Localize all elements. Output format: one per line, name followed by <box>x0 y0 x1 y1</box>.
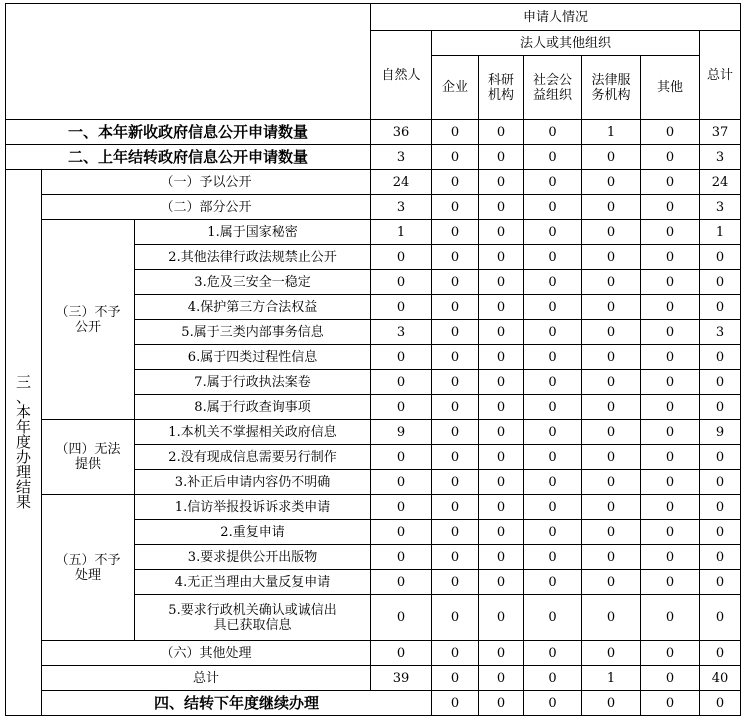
cell-enterprise: 0 <box>432 220 479 245</box>
cell-natural: 0 <box>371 470 432 495</box>
row-label: （一）予以公开 <box>42 170 371 195</box>
cell-legal-service: 0 <box>582 545 641 570</box>
cell-total: 3 <box>700 320 741 345</box>
cell-total: 3 <box>700 195 741 220</box>
cell-social: 0 <box>524 370 582 395</box>
cell-social: 0 <box>524 470 582 495</box>
cell-natural: 0 <box>371 445 432 470</box>
cell-natural: 0 <box>432 691 479 716</box>
table-row-carry-next <box>6 691 741 716</box>
cell-social: 0 <box>524 145 582 170</box>
cell-legal-service: 0 <box>582 320 641 345</box>
cell-research: 0 <box>479 641 524 666</box>
row-label: （二）部分公开 <box>42 195 371 220</box>
cell-natural: 24 <box>371 170 432 195</box>
table-row-carried-over <box>6 145 741 170</box>
cell-enterprise: 0 <box>432 420 479 445</box>
cell-natural: 3 <box>371 145 432 170</box>
header-natural-person: 自然人 <box>371 31 432 120</box>
cell-research: 0 <box>479 420 524 445</box>
cell-total: 3 <box>700 145 741 170</box>
cell-legal-service: 0 <box>582 170 641 195</box>
cell-legal-service: 0 <box>641 691 700 716</box>
header-research-institution: 科研 机构 <box>479 56 524 120</box>
cell-legal-service: 0 <box>582 595 641 641</box>
row-label: 二、上年结转政府信息公开申请数量 <box>6 145 371 170</box>
cell-research: 0 <box>479 320 524 345</box>
cell-other: 0 <box>641 520 700 545</box>
cell-research: 0 <box>479 195 524 220</box>
cell-enterprise: 0 <box>432 345 479 370</box>
cell-total: 37 <box>700 120 741 145</box>
cell-legal-service: 0 <box>582 445 641 470</box>
cell-legal-service: 0 <box>582 295 641 320</box>
header-blank-cell <box>6 4 371 120</box>
cell-other: 0 <box>641 345 700 370</box>
cell-legal-service: 0 <box>582 495 641 520</box>
cell-enterprise: 0 <box>432 370 479 395</box>
cell-other: 0 <box>641 220 700 245</box>
cell-natural: 0 <box>371 570 432 595</box>
cell-legal-service: 1 <box>582 666 641 691</box>
cell-other: 0 <box>641 245 700 270</box>
cell-research: 0 <box>524 691 582 716</box>
cell-total: 40 <box>700 666 741 691</box>
cell-social: 0 <box>524 666 582 691</box>
cell-other: 0 <box>641 495 700 520</box>
cell-total: 0 <box>700 570 741 595</box>
cell-total: 0 <box>700 295 741 320</box>
cell-natural: 0 <box>371 545 432 570</box>
row-label: 4.无正当理由大量反复申请 <box>135 570 371 595</box>
cell-total: 0 <box>700 470 741 495</box>
cell-total: 0 <box>700 395 741 420</box>
cell-legal-service: 0 <box>582 345 641 370</box>
row-label: 四、结转下年度继续办理 <box>42 691 432 716</box>
cell-legal-service: 0 <box>582 245 641 270</box>
cell-natural: 36 <box>371 120 432 145</box>
row-label: （六）其他处理 <box>42 641 371 666</box>
cell-research: 0 <box>479 345 524 370</box>
cell-natural: 3 <box>371 320 432 345</box>
row-label: 总计 <box>42 666 371 691</box>
row-label: 3.危及三安全一稳定 <box>135 270 371 295</box>
cell-natural: 0 <box>371 520 432 545</box>
cell-research: 0 <box>479 495 524 520</box>
cell-research: 0 <box>479 666 524 691</box>
cell-total: 1 <box>700 220 741 245</box>
cell-social: 0 <box>524 395 582 420</box>
not-process-group-label: （五）不予 处理 <box>42 495 135 641</box>
row-label: 1.本机关不掌握相关政府信息 <box>135 420 371 445</box>
header-total: 总计 <box>700 31 741 120</box>
table-row <box>6 495 741 520</box>
row-label: 6.属于四类过程性信息 <box>135 345 371 370</box>
cell-other: 0 <box>641 666 700 691</box>
cell-research: 0 <box>479 445 524 470</box>
cell-total: 0 <box>700 520 741 545</box>
cell-total: 0 <box>700 445 741 470</box>
cell-other: 0 <box>641 170 700 195</box>
cell-social: 0 <box>524 345 582 370</box>
section-three-label: 三 、 本 年 度 办 理 结 果 <box>6 170 42 716</box>
cell-social: 0 <box>524 445 582 470</box>
cell-other: 0 <box>641 445 700 470</box>
cell-research: 0 <box>479 295 524 320</box>
row-label: 8.属于行政查询事项 <box>135 395 371 420</box>
cell-social: 0 <box>524 245 582 270</box>
cell-natural: 3 <box>371 195 432 220</box>
cell-research: 0 <box>479 120 524 145</box>
cell-research: 0 <box>479 220 524 245</box>
cell-other: 0 <box>700 691 741 716</box>
cell-research: 0 <box>479 395 524 420</box>
row-label: 4.保护第三方合法权益 <box>135 295 371 320</box>
cell-enterprise: 0 <box>432 470 479 495</box>
row-label: 3.补正后申请内容仍不明确 <box>135 470 371 495</box>
cell-natural: 39 <box>371 666 432 691</box>
table-row-other-process <box>6 641 741 666</box>
cell-research: 0 <box>479 370 524 395</box>
cell-enterprise: 0 <box>432 641 479 666</box>
not-disclose-group-label: （三）不予 公开 <box>42 220 135 420</box>
cell-other: 0 <box>641 470 700 495</box>
cell-total: 0 <box>700 641 741 666</box>
cell-research: 0 <box>479 270 524 295</box>
cell-social: 0 <box>524 641 582 666</box>
header-enterprise: 企业 <box>432 56 479 120</box>
header-applicant-situation: 申请人情况 <box>371 4 741 31</box>
cell-social: 0 <box>524 520 582 545</box>
table-row <box>6 420 741 445</box>
cell-total: 0 <box>700 595 741 641</box>
cell-social: 0 <box>524 120 582 145</box>
cell-legal-service: 0 <box>582 395 641 420</box>
cell-enterprise: 0 <box>432 145 479 170</box>
cell-enterprise: 0 <box>432 545 479 570</box>
cell-social: 0 <box>524 295 582 320</box>
row-label: 一、本年新收政府信息公开申请数量 <box>6 120 371 145</box>
cell-research: 0 <box>479 595 524 641</box>
cell-social: 0 <box>524 570 582 595</box>
cell-enterprise: 0 <box>432 195 479 220</box>
cell-other: 0 <box>641 145 700 170</box>
table-row-disclose <box>6 170 741 195</box>
cell-natural: 0 <box>371 595 432 641</box>
cell-enterprise: 0 <box>432 520 479 545</box>
cell-natural: 0 <box>371 370 432 395</box>
cell-enterprise: 0 <box>432 295 479 320</box>
cell-social: 0 <box>524 170 582 195</box>
table-row <box>6 220 741 245</box>
cell-enterprise: 0 <box>432 666 479 691</box>
cell-legal-service: 0 <box>582 270 641 295</box>
cell-social: 0 <box>524 545 582 570</box>
row-label: 1.信访举报投诉诉求类申请 <box>135 495 371 520</box>
row-label: 5.属于三类内部事务信息 <box>135 320 371 345</box>
cell-legal-service: 0 <box>582 145 641 170</box>
cell-other: 0 <box>641 370 700 395</box>
cell-social: 0 <box>524 420 582 445</box>
cell-legal-service: 0 <box>582 220 641 245</box>
row-label: 7.属于行政执法案卷 <box>135 370 371 395</box>
cell-enterprise: 0 <box>432 445 479 470</box>
cell-enterprise: 0 <box>432 495 479 520</box>
row-label: 2.没有现成信息需要另行制作 <box>135 445 371 470</box>
cell-legal-service: 0 <box>582 641 641 666</box>
cell-social: 0 <box>524 495 582 520</box>
cell-total: 0 <box>700 370 741 395</box>
cell-natural: 0 <box>371 345 432 370</box>
cell-other: 0 <box>641 120 700 145</box>
cell-total: 0 <box>700 345 741 370</box>
cell-natural: 0 <box>371 270 432 295</box>
cell-other: 0 <box>641 320 700 345</box>
cell-other: 0 <box>641 570 700 595</box>
cell-social: 0 <box>524 595 582 641</box>
cell-enterprise: 0 <box>432 570 479 595</box>
cell-natural: 0 <box>371 295 432 320</box>
cell-other: 0 <box>641 420 700 445</box>
row-label: 5.要求行政机关确认或诚信出 具已获取信息 <box>135 595 371 641</box>
cell-social: 0 <box>524 270 582 295</box>
cell-enterprise: 0 <box>432 320 479 345</box>
cell-legal-service: 0 <box>582 195 641 220</box>
cell-natural: 9 <box>371 420 432 445</box>
cell-total: 0 <box>700 545 741 570</box>
cell-enterprise: 0 <box>432 595 479 641</box>
cell-social: 0 <box>524 320 582 345</box>
header-social-org: 社会公 益组织 <box>524 56 582 120</box>
cell-other: 0 <box>641 545 700 570</box>
cell-other: 0 <box>641 270 700 295</box>
cell-total: 9 <box>700 420 741 445</box>
cell-other: 0 <box>641 641 700 666</box>
row-label: 2.其他法律行政法规禁止公开 <box>135 245 371 270</box>
cell-legal-service: 0 <box>582 520 641 545</box>
cell-total: 24 <box>700 170 741 195</box>
cell-legal-service: 0 <box>582 470 641 495</box>
cell-total: 0 <box>700 245 741 270</box>
government-info-disclosure-table <box>5 3 741 716</box>
table-row-partial <box>6 195 741 220</box>
cell-research: 0 <box>479 245 524 270</box>
cell-other: 0 <box>641 395 700 420</box>
cell-enterprise: 0 <box>432 395 479 420</box>
cell-social: 0 <box>524 220 582 245</box>
table-row-subtotal <box>6 666 741 691</box>
cell-research: 0 <box>479 520 524 545</box>
row-label: 1.属于国家秘密 <box>135 220 371 245</box>
cell-natural: 0 <box>371 495 432 520</box>
cell-legal-service: 0 <box>582 570 641 595</box>
cell-enterprise: 0 <box>432 270 479 295</box>
cell-enterprise: 0 <box>432 120 479 145</box>
header-legal-org: 法人或其他组织 <box>432 31 700 56</box>
cell-natural: 0 <box>371 641 432 666</box>
header-other: 其他 <box>641 56 700 120</box>
unable-group-label: （四）无法 提供 <box>42 420 135 495</box>
cell-natural: 1 <box>371 220 432 245</box>
cell-social: 0 <box>524 195 582 220</box>
cell-total: 0 <box>700 495 741 520</box>
cell-natural: 0 <box>371 395 432 420</box>
cell-enterprise: 0 <box>479 691 524 716</box>
header-legal-service: 法律服 务机构 <box>582 56 641 120</box>
cell-research: 0 <box>479 145 524 170</box>
cell-legal-service: 1 <box>582 120 641 145</box>
cell-natural: 0 <box>371 245 432 270</box>
cell-research: 0 <box>479 170 524 195</box>
cell-enterprise: 0 <box>432 245 479 270</box>
cell-research: 0 <box>479 545 524 570</box>
cell-research: 0 <box>479 470 524 495</box>
cell-total: 0 <box>700 270 741 295</box>
cell-enterprise: 0 <box>432 170 479 195</box>
cell-legal-service: 0 <box>582 420 641 445</box>
table-row-new-requests <box>6 120 741 145</box>
cell-research: 0 <box>479 570 524 595</box>
cell-other: 0 <box>641 195 700 220</box>
row-label: 3.要求提供公开出版物 <box>135 545 371 570</box>
row-label: 2.重复申请 <box>135 520 371 545</box>
cell-other: 0 <box>641 595 700 641</box>
cell-social: 0 <box>582 691 641 716</box>
cell-other: 0 <box>641 295 700 320</box>
cell-legal-service: 0 <box>582 370 641 395</box>
